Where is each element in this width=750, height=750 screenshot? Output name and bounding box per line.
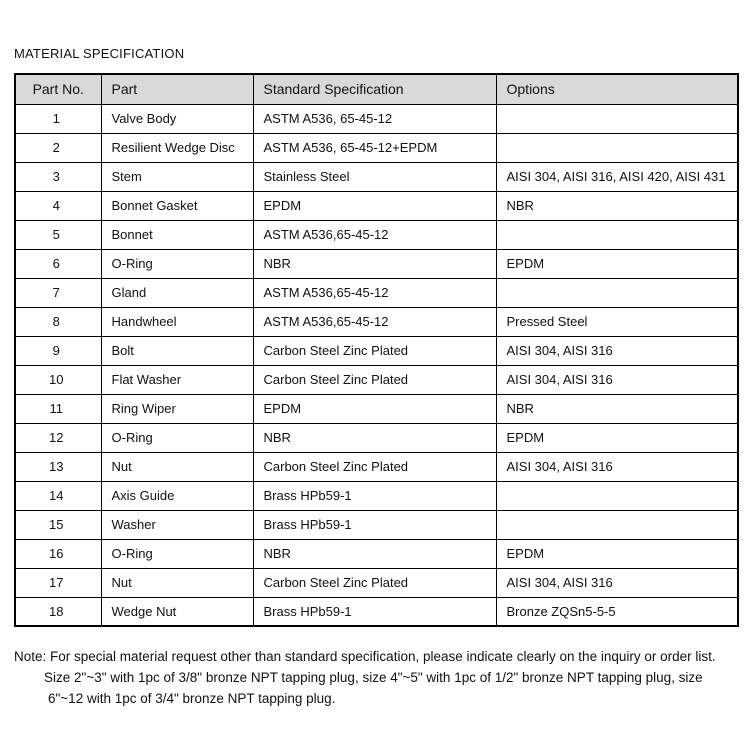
- cell-part: Bolt: [101, 336, 253, 365]
- cell-standard-spec: Stainless Steel: [253, 162, 496, 191]
- cell-options: EPDM: [496, 423, 738, 452]
- cell-part-no: 3: [15, 162, 101, 191]
- header-cell-standard-spec: Standard Specification: [253, 74, 496, 104]
- cell-standard-spec: Brass HPb59-1: [253, 481, 496, 510]
- cell-part-no: 15: [15, 510, 101, 539]
- table-row: [15, 481, 738, 510]
- cell-options: NBR: [496, 394, 738, 423]
- cell-part: Handwheel: [101, 307, 253, 336]
- table-row: [15, 249, 738, 278]
- cell-standard-spec: NBR: [253, 249, 496, 278]
- note-line-1: Note: For special material request other than standard specification, please indicate clearly on the inquiry or order list.: [14, 649, 716, 664]
- cell-part-no: 1: [15, 104, 101, 133]
- table-row: [15, 220, 738, 249]
- cell-part-no: 12: [15, 423, 101, 452]
- cell-part-no: 8: [15, 307, 101, 336]
- cell-part-no: 6: [15, 249, 101, 278]
- cell-options: [496, 220, 738, 249]
- cell-standard-spec: ASTM A536,65-45-12: [253, 278, 496, 307]
- cell-part-no: 11: [15, 394, 101, 423]
- cell-standard-spec: Carbon Steel Zinc Plated: [253, 336, 496, 365]
- cell-part: Gland: [101, 278, 253, 307]
- cell-standard-spec: ASTM A536, 65-45-12: [253, 104, 496, 133]
- table-row: [15, 539, 738, 568]
- cell-standard-spec: Brass HPb59-1: [253, 597, 496, 626]
- cell-standard-spec: Carbon Steel Zinc Plated: [253, 452, 496, 481]
- cell-options: Bronze ZQSn5-5-5: [496, 597, 738, 626]
- table-row: [15, 568, 738, 597]
- header-cell-options: Options: [496, 74, 738, 104]
- cell-standard-spec: Carbon Steel Zinc Plated: [253, 365, 496, 394]
- table-row: [15, 597, 738, 626]
- cell-options: Pressed Steel: [496, 307, 738, 336]
- cell-options: AISI 304, AISI 316: [496, 336, 738, 365]
- cell-part-no: 13: [15, 452, 101, 481]
- cell-standard-spec: NBR: [253, 539, 496, 568]
- cell-part: O-Ring: [101, 423, 253, 452]
- material-spec-table: [14, 73, 739, 627]
- cell-part: Bonnet: [101, 220, 253, 249]
- cell-part: O-Ring: [101, 539, 253, 568]
- cell-part: Bonnet Gasket: [101, 191, 253, 220]
- cell-part-no: 4: [15, 191, 101, 220]
- note-line-3: 6"~12 with 1pc of 3/4" bronze NPT tapping plug.: [48, 691, 336, 706]
- cell-part-no: 18: [15, 597, 101, 626]
- cell-part: Valve Body: [101, 104, 253, 133]
- cell-options: NBR: [496, 191, 738, 220]
- cell-options: AISI 304, AISI 316: [496, 568, 738, 597]
- table-body: [15, 104, 738, 626]
- cell-options: AISI 304, AISI 316: [496, 365, 738, 394]
- cell-standard-spec: EPDM: [253, 394, 496, 423]
- cell-options: [496, 278, 738, 307]
- cell-standard-spec: ASTM A536, 65-45-12+EPDM: [253, 133, 496, 162]
- cell-part: O-Ring: [101, 249, 253, 278]
- cell-options: [496, 104, 738, 133]
- cell-part: Wedge Nut: [101, 597, 253, 626]
- cell-standard-spec: EPDM: [253, 191, 496, 220]
- cell-part-no: 14: [15, 481, 101, 510]
- table-row: [15, 191, 738, 220]
- cell-options: AISI 304, AISI 316: [496, 452, 738, 481]
- cell-part-no: 5: [15, 220, 101, 249]
- table-row: [15, 452, 738, 481]
- table-header-row: [15, 74, 738, 104]
- cell-standard-spec: ASTM A536,65-45-12: [253, 220, 496, 249]
- cell-options: EPDM: [496, 539, 738, 568]
- cell-standard-spec: ASTM A536,65-45-12: [253, 307, 496, 336]
- page-title: MATERIAL SPECIFICATION: [14, 46, 185, 61]
- table-row: [15, 278, 738, 307]
- cell-part-no: 16: [15, 539, 101, 568]
- table-row: [15, 394, 738, 423]
- cell-standard-spec: Carbon Steel Zinc Plated: [253, 568, 496, 597]
- cell-options: [496, 481, 738, 510]
- cell-part: Resilient Wedge Disc: [101, 133, 253, 162]
- cell-standard-spec: Brass HPb59-1: [253, 510, 496, 539]
- cell-part-no: 10: [15, 365, 101, 394]
- cell-part-no: 2: [15, 133, 101, 162]
- cell-part: Nut: [101, 452, 253, 481]
- cell-options: EPDM: [496, 249, 738, 278]
- cell-standard-spec: NBR: [253, 423, 496, 452]
- note-line-2: Size 2"~3" with 1pc of 3/8" bronze NPT tapping plug, size 4"~5" with 1pc of 1/2" bronze NPT tapping plug, size: [44, 670, 703, 685]
- table-row: [15, 133, 738, 162]
- cell-part: Ring Wiper: [101, 394, 253, 423]
- cell-options: AISI 304, AISI 316, AISI 420, AISI 431: [496, 162, 738, 191]
- cell-part-no: 7: [15, 278, 101, 307]
- header-cell-part: Part: [101, 74, 253, 104]
- note: [14, 646, 737, 709]
- table-row: [15, 307, 738, 336]
- header-cell-part-no: Part No.: [15, 74, 101, 104]
- cell-part: Washer: [101, 510, 253, 539]
- cell-part: Axis Guide: [101, 481, 253, 510]
- table-row: [15, 510, 738, 539]
- cell-part-no: 9: [15, 336, 101, 365]
- cell-options: [496, 510, 738, 539]
- cell-options: [496, 133, 738, 162]
- table-row: [15, 104, 738, 133]
- cell-part-no: 17: [15, 568, 101, 597]
- table-row: [15, 336, 738, 365]
- table-row: [15, 162, 738, 191]
- cell-part: Nut: [101, 568, 253, 597]
- table-row: [15, 365, 738, 394]
- table-row: [15, 423, 738, 452]
- cell-part: Stem: [101, 162, 253, 191]
- cell-part: Flat Washer: [101, 365, 253, 394]
